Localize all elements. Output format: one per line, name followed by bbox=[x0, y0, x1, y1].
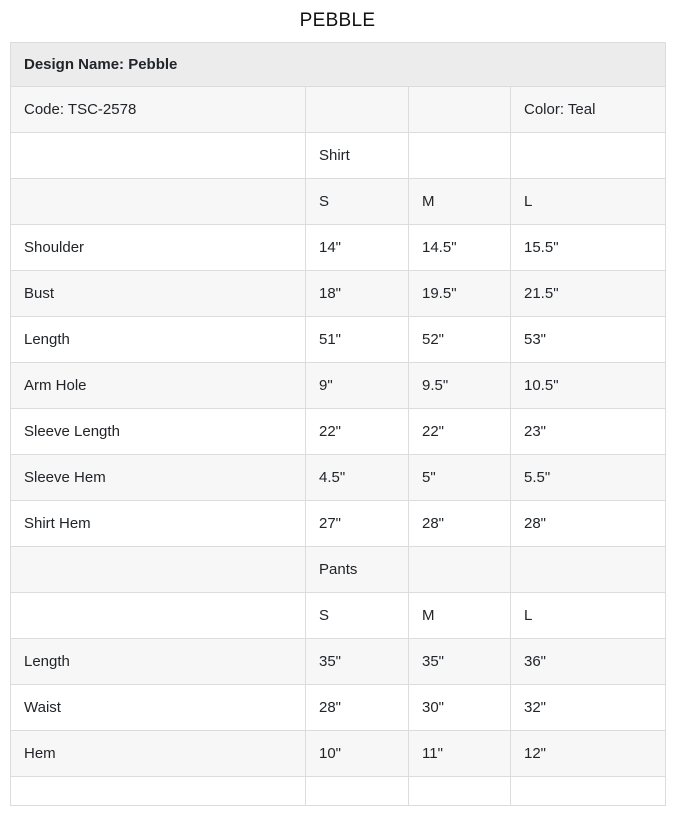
design-name-header: Design Name: Pebble bbox=[11, 43, 666, 87]
measurement-value: 18" bbox=[306, 271, 409, 317]
table-row bbox=[11, 731, 666, 777]
measurement-value: 30" bbox=[409, 685, 511, 731]
measurement-value: 35" bbox=[409, 639, 511, 685]
measurement-label: Hem bbox=[11, 731, 306, 777]
measurement-value: 28" bbox=[511, 501, 666, 547]
color-cell: Color: Teal bbox=[511, 87, 666, 133]
measurement-label: Sleeve Hem bbox=[11, 455, 306, 501]
size-header-row bbox=[11, 593, 666, 639]
measurement-value: 21.5" bbox=[511, 271, 666, 317]
empty-cell bbox=[11, 133, 306, 179]
measurement-label: Length bbox=[11, 317, 306, 363]
measurement-value: 10.5" bbox=[511, 363, 666, 409]
measurement-value: 5" bbox=[409, 455, 511, 501]
page-title: PEBBLE bbox=[299, 10, 376, 31]
measurement-value: 15.5" bbox=[511, 225, 666, 271]
size-chart-table bbox=[10, 42, 666, 806]
measurement-value: 32" bbox=[511, 685, 666, 731]
empty-row bbox=[11, 777, 666, 806]
measurement-value: 9" bbox=[306, 363, 409, 409]
section-title: Shirt bbox=[306, 133, 409, 179]
section-row-shirt bbox=[11, 133, 666, 179]
table-row bbox=[11, 225, 666, 271]
measurement-label: Bust bbox=[11, 271, 306, 317]
size-header: L bbox=[511, 593, 666, 639]
measurement-value: 51" bbox=[306, 317, 409, 363]
size-header-row bbox=[11, 179, 666, 225]
size-header: M bbox=[409, 179, 511, 225]
table-row bbox=[11, 363, 666, 409]
measurement-value: 53" bbox=[511, 317, 666, 363]
measurement-label: Length bbox=[11, 639, 306, 685]
measurement-value: 4.5" bbox=[306, 455, 409, 501]
empty-cell bbox=[511, 133, 666, 179]
measurement-value: 14.5" bbox=[409, 225, 511, 271]
empty-cell bbox=[306, 87, 409, 133]
size-header: M bbox=[409, 593, 511, 639]
measurement-value: 5.5" bbox=[511, 455, 666, 501]
design-name-row bbox=[11, 43, 666, 87]
table-row bbox=[11, 317, 666, 363]
measurement-value: 28" bbox=[306, 685, 409, 731]
table-row bbox=[11, 455, 666, 501]
table-row bbox=[11, 501, 666, 547]
size-header: S bbox=[306, 593, 409, 639]
measurement-label: Shirt Hem bbox=[11, 501, 306, 547]
measurement-value: 9.5" bbox=[409, 363, 511, 409]
table-row bbox=[11, 685, 666, 731]
measurement-value: 12" bbox=[511, 731, 666, 777]
measurement-label: Shoulder bbox=[11, 225, 306, 271]
measurement-value: 36" bbox=[511, 639, 666, 685]
measurement-value: 28" bbox=[409, 501, 511, 547]
measurement-value: 11" bbox=[409, 731, 511, 777]
section-title: Pants bbox=[306, 547, 409, 593]
table-row bbox=[11, 271, 666, 317]
measurement-value: 23" bbox=[511, 409, 666, 455]
measurement-value: 19.5" bbox=[409, 271, 511, 317]
empty-cell bbox=[11, 179, 306, 225]
size-header: S bbox=[306, 179, 409, 225]
measurement-value: 22" bbox=[409, 409, 511, 455]
size-header: L bbox=[511, 179, 666, 225]
code-cell: Code: TSC-2578 bbox=[11, 87, 306, 133]
empty-cell bbox=[409, 777, 511, 806]
measurement-value: 10" bbox=[306, 731, 409, 777]
measurement-value: 35" bbox=[306, 639, 409, 685]
meta-row bbox=[11, 87, 666, 133]
measurement-label: Sleeve Length bbox=[11, 409, 306, 455]
empty-cell bbox=[409, 547, 511, 593]
empty-cell bbox=[11, 547, 306, 593]
empty-cell bbox=[306, 777, 409, 806]
measurement-label: Waist bbox=[11, 685, 306, 731]
table-row bbox=[11, 639, 666, 685]
empty-cell bbox=[511, 547, 666, 593]
measurement-value: 27" bbox=[306, 501, 409, 547]
empty-cell bbox=[11, 593, 306, 639]
section-row-pants bbox=[11, 547, 666, 593]
measurement-value: 52" bbox=[409, 317, 511, 363]
empty-cell bbox=[511, 777, 666, 806]
empty-cell bbox=[409, 87, 511, 133]
measurement-value: 14" bbox=[306, 225, 409, 271]
measurement-value: 22" bbox=[306, 409, 409, 455]
measurement-label: Arm Hole bbox=[11, 363, 306, 409]
table-row bbox=[11, 409, 666, 455]
empty-cell bbox=[409, 133, 511, 179]
empty-cell bbox=[11, 777, 306, 806]
